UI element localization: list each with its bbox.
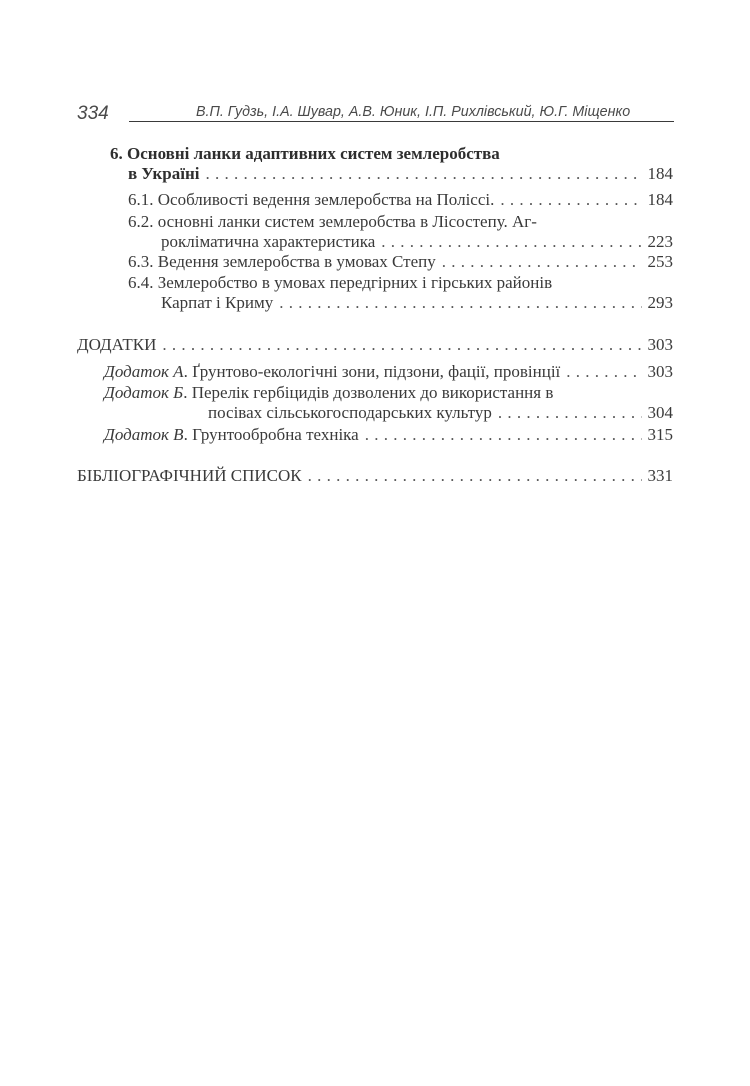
page-ref: 331 bbox=[647, 466, 673, 485]
leader-dots bbox=[365, 425, 642, 445]
chapter-6-title-line1: 6. Основні ланки адаптивних систем землеробства bbox=[110, 144, 500, 163]
toc-entry-6-2 bbox=[161, 232, 673, 252]
page-ref: 184 bbox=[647, 190, 673, 209]
appendix-label: Додаток Б bbox=[104, 383, 184, 402]
running-header-authors: В.П. Гудзь, І.А. Шувар, А.В. Юник, І.П. Рихлівський, Ю.Г. Міщенко bbox=[196, 104, 631, 120]
toc-entry-6-1 bbox=[128, 190, 673, 210]
leader-dots bbox=[381, 232, 641, 252]
entry-text: ДОДАТКИ bbox=[77, 335, 157, 354]
toc-entry-appendix-b bbox=[208, 403, 673, 423]
entry-text: БІБЛІОГРАФІЧНИЙ СПИСОК bbox=[77, 466, 302, 485]
page-number: 334 bbox=[77, 103, 109, 124]
entry-text: . Грунтообробна техніка bbox=[183, 425, 359, 444]
appendix-label: Додаток А bbox=[104, 362, 184, 381]
toc-entry-6-4-line1: 6.4. Землеробство в умовах передгірних і гірських районів bbox=[128, 273, 553, 292]
page-ref: 223 bbox=[647, 232, 673, 251]
leader-dots bbox=[500, 190, 641, 210]
chapter-6-title-line2: в Україні bbox=[128, 164, 200, 183]
header-rule bbox=[129, 121, 674, 122]
entry-text: посівах сільськогосподарських культур bbox=[208, 403, 492, 422]
toc-entry-appendices bbox=[77, 335, 673, 355]
page-ref: 253 bbox=[647, 252, 673, 271]
leader-dots bbox=[498, 403, 642, 423]
leader-dots bbox=[206, 164, 642, 184]
page-ref: 303 bbox=[647, 362, 673, 381]
page-ref: 293 bbox=[647, 293, 673, 312]
toc-entry-chapter-6 bbox=[128, 164, 673, 184]
toc-entry-6-3 bbox=[128, 252, 673, 272]
toc-entry-appendix-a bbox=[104, 362, 673, 382]
leader-dots bbox=[279, 293, 641, 313]
toc-entry-bibliography bbox=[77, 466, 673, 486]
page-ref: 304 bbox=[647, 403, 673, 422]
page-ref: 315 bbox=[647, 425, 673, 444]
appendix-label: Додаток В bbox=[104, 425, 184, 444]
leader-dots bbox=[162, 335, 641, 355]
entry-text: 6.3. Ведення землеробства в умовах Степу bbox=[128, 252, 436, 271]
entry-text: 6.1. Особливості ведення землеробства на Поліссі. bbox=[128, 190, 495, 209]
leader-dots bbox=[308, 466, 642, 486]
page-ref: 303 bbox=[647, 335, 673, 354]
entry-text: . Перелік гербіцидів дозволених до використання в bbox=[183, 383, 554, 402]
toc-entry-6-4 bbox=[161, 293, 673, 313]
entry-text: рокліматична характеристика bbox=[161, 232, 376, 251]
page-ref: 184 bbox=[647, 164, 673, 183]
leader-dots bbox=[442, 252, 642, 272]
leader-dots bbox=[566, 362, 641, 382]
entry-text: . Ґрунтово-екологічні зони, підзони, фації, провінції bbox=[183, 362, 561, 381]
entry-text: Карпат і Криму bbox=[161, 293, 274, 312]
toc-entry-appendix-v bbox=[104, 425, 673, 445]
toc-entry-appendix-b-line1 bbox=[104, 383, 553, 403]
toc-entry-6-2-line1: 6.2. основні ланки систем землеробства в Лісостепу. Аг- bbox=[128, 212, 537, 231]
